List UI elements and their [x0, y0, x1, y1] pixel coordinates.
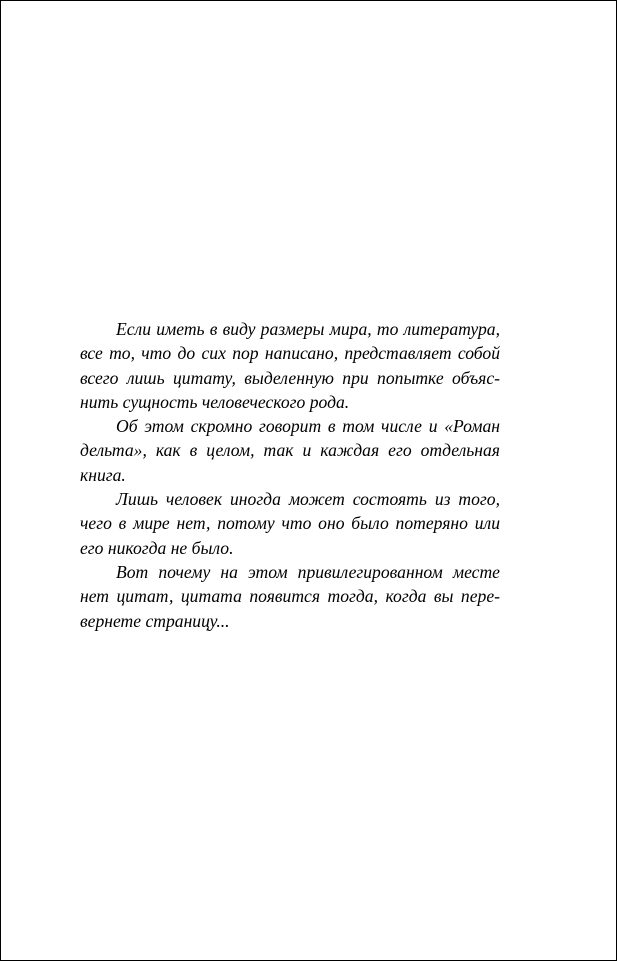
- paragraph-2: [80, 414, 500, 487]
- text-line: дельта», как в целом, так и каждая его отдельная: [80, 440, 500, 461]
- paragraph-3: [80, 487, 500, 560]
- epigraph-text: [80, 317, 500, 633]
- text-line: чего в мире нет, потому что оно было потеряно или: [80, 513, 500, 534]
- text-line: Лишь человек иногда может состоять из того,: [116, 489, 500, 510]
- text-line: Об этом скромно говорит в том числе и «Роман: [116, 416, 500, 437]
- paragraph-1: [80, 317, 500, 414]
- text-line: нить сущность человеческого рода.: [80, 391, 350, 412]
- text-line: всего лишь цитату, выделенную при попытке объяс-: [80, 367, 500, 388]
- text-line: вернете страницу...: [80, 610, 230, 631]
- text-line: Вот почему на этом привилегированном месте: [116, 561, 500, 582]
- text-line: все то, что до сих пор написано, представляет собой: [80, 343, 500, 364]
- paragraph-4: [80, 560, 500, 633]
- text-line: его никогда не было.: [80, 537, 234, 558]
- text-line: Если иметь в виду размеры мира, то литература,: [116, 319, 500, 339]
- text-line: нет цитат, цитата появится тогда, когда вы пере-: [80, 586, 500, 607]
- text-line: книга.: [80, 464, 126, 485]
